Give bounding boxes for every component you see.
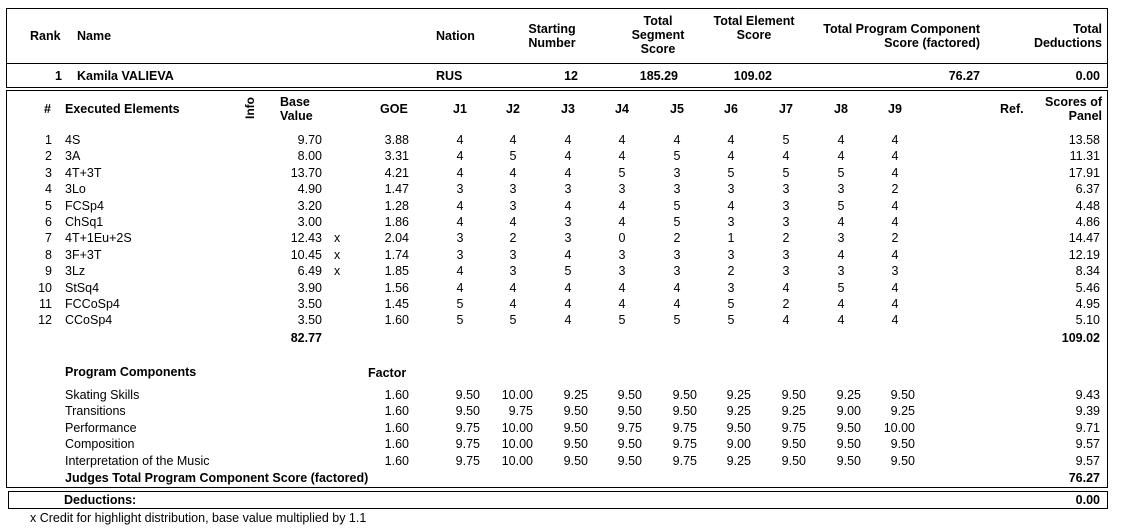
- col-tes-header: Total Element Score: [713, 14, 795, 42]
- component-factor: 1.60: [384, 437, 409, 451]
- element-number: 5: [45, 199, 52, 213]
- element-judge-score: 4: [891, 215, 899, 229]
- element-panel-score: 5.46: [1075, 281, 1100, 295]
- element-judge-score: 3: [837, 264, 845, 278]
- col-deductions-header: Total Deductions: [1033, 22, 1102, 50]
- judge-header-5: J5: [670, 102, 684, 116]
- element-judge-score: 4: [891, 199, 899, 213]
- element-goe: 1.45: [384, 297, 409, 311]
- element-judge-score: 3: [837, 182, 845, 196]
- component-judge-score: 9.75: [781, 421, 806, 435]
- element-judge-score: 5: [673, 199, 681, 213]
- component-judge-score: 9.00: [726, 437, 751, 451]
- component-panel-score: 9.57: [1075, 454, 1100, 468]
- col-starting-number-header: Starting Number: [528, 22, 576, 50]
- component-judge-score: 9.75: [672, 421, 697, 435]
- element-judge-score: 3: [509, 264, 517, 278]
- element-panel-score: 4.86: [1075, 215, 1100, 229]
- element-base-value: 13.70: [290, 166, 322, 180]
- component-judge-score: 9.50: [836, 437, 861, 451]
- element-base-value: 3.50: [297, 313, 322, 327]
- element-judge-score: 4: [837, 133, 845, 147]
- element-judge-score: 4: [782, 281, 790, 295]
- element-judge-score: 3: [673, 264, 681, 278]
- component-judge-score: 9.25: [836, 388, 861, 402]
- element-base-value: 9.70: [297, 133, 322, 147]
- element-judge-score: 3: [837, 231, 845, 245]
- element-judge-score: 5: [782, 166, 790, 180]
- col-name-header: Name: [77, 29, 112, 43]
- component-judge-score: 9.75: [617, 421, 642, 435]
- skater-deductions: 0.00: [1075, 69, 1100, 83]
- element-judge-score: 5: [618, 313, 626, 327]
- col-nation-header: Nation: [436, 29, 475, 43]
- element-code: CCoSp4: [65, 313, 113, 327]
- element-base-value: 12.43: [290, 231, 322, 245]
- element-judge-score: 3: [891, 264, 899, 278]
- element-goe: 1.60: [384, 313, 409, 327]
- element-number: 3: [45, 166, 52, 180]
- component-judge-score: 9.50: [672, 388, 697, 402]
- component-judge-score: 9.50: [672, 404, 697, 418]
- component-name: Performance: [65, 421, 137, 435]
- element-judge-score: 4: [618, 199, 626, 213]
- component-judge-score: 9.50: [563, 404, 588, 418]
- component-judge-score: 9.25: [726, 404, 751, 418]
- element-base-value: 3.50: [297, 297, 322, 311]
- element-judge-score: 2: [782, 297, 790, 311]
- element-judge-score: 3: [618, 248, 626, 262]
- col-rank-header: Rank: [30, 29, 61, 43]
- element-judge-score: 4: [456, 199, 464, 213]
- component-judge-score: 9.25: [726, 388, 751, 402]
- element-code: 3F+3T: [65, 248, 102, 262]
- element-judge-score: 4: [837, 149, 845, 163]
- judge-header-9: J9: [888, 102, 902, 116]
- element-judge-score: 3: [509, 248, 517, 262]
- element-judge-score: 2: [509, 231, 517, 245]
- element-number: 6: [45, 215, 52, 229]
- element-highlight-mark: x: [334, 264, 341, 278]
- skater-tss: 185.29: [639, 69, 678, 83]
- deductions-box: [8, 491, 1108, 509]
- component-judge-score: 9.75: [455, 437, 480, 451]
- element-judge-score: 3: [782, 248, 790, 262]
- element-panel-score: 12.19: [1068, 248, 1100, 262]
- element-judge-score: 4: [564, 133, 572, 147]
- element-judge-score: 4: [837, 297, 845, 311]
- element-judge-score: 4: [564, 149, 572, 163]
- component-judge-score: 9.50: [617, 454, 642, 468]
- component-judge-score: 9.25: [781, 404, 806, 418]
- skater-nation: RUS: [436, 69, 463, 83]
- element-judge-score: 0: [618, 231, 626, 245]
- element-judge-score: 4: [618, 133, 626, 147]
- element-panel-score: 4.95: [1075, 297, 1100, 311]
- element-judge-score: 4: [891, 313, 899, 327]
- component-judge-score: 9.50: [563, 437, 588, 451]
- component-judge-score: 9.50: [617, 437, 642, 451]
- program-components-title: Program Components: [65, 365, 197, 379]
- element-judge-score: 4: [673, 297, 681, 311]
- col-pcs-header: Total Program Component Score (factored): [823, 22, 980, 50]
- element-goe: 4.21: [384, 166, 409, 180]
- component-panel-score: 9.71: [1075, 421, 1100, 435]
- element-judge-score: 3: [564, 182, 572, 196]
- component-judge-score: 9.50: [455, 388, 480, 402]
- element-judge-score: 3: [456, 231, 464, 245]
- col-scores-of-panel-header: Scores of Panel: [1045, 95, 1102, 123]
- element-judge-score: 4: [456, 264, 464, 278]
- element-judge-score: 3: [509, 182, 517, 196]
- col-ref-header: Ref.: [1000, 102, 1024, 116]
- component-judge-score: 9.50: [836, 454, 861, 468]
- element-highlight-mark: x: [334, 231, 341, 245]
- element-base-value: 8.00: [297, 149, 322, 163]
- element-judge-score: 5: [673, 215, 681, 229]
- element-judge-score: 5: [673, 149, 681, 163]
- element-judge-score: 5: [727, 313, 735, 327]
- element-judge-score: 3: [782, 182, 790, 196]
- element-number: 2: [45, 149, 52, 163]
- element-code: 4S: [65, 133, 81, 147]
- component-judge-score: 9.50: [617, 404, 642, 418]
- component-panel-score: 9.39: [1075, 404, 1100, 418]
- element-judge-score: 4: [891, 248, 899, 262]
- element-judge-score: 4: [564, 281, 572, 295]
- element-judge-score: 3: [456, 248, 464, 262]
- col-info-header: Info: [243, 97, 257, 119]
- component-judge-score: 9.25: [890, 404, 915, 418]
- element-code: FCCoSp4: [65, 297, 120, 311]
- element-judge-score: 4: [509, 166, 517, 180]
- element-number: 10: [38, 281, 52, 295]
- element-judge-score: 4: [509, 215, 517, 229]
- element-judge-score: 4: [727, 133, 735, 147]
- component-judge-score: 10.00: [501, 454, 533, 468]
- component-judge-score: 9.50: [836, 421, 861, 435]
- component-judge-score: 9.00: [836, 404, 861, 418]
- element-judge-score: 4: [456, 133, 464, 147]
- element-goe: 1.56: [384, 281, 409, 295]
- element-judge-score: 5: [618, 166, 626, 180]
- factor-header: Factor: [368, 366, 407, 380]
- element-judge-score: 3: [564, 215, 572, 229]
- element-base-value: 10.45: [290, 248, 322, 262]
- element-judge-score: 5: [837, 199, 845, 213]
- component-judge-score: 9.50: [781, 454, 806, 468]
- element-panel-score: 13.58: [1068, 133, 1100, 147]
- base-value-total: 82.77: [290, 331, 322, 345]
- element-judge-score: 1: [727, 231, 735, 245]
- col-num-header: #: [44, 102, 51, 116]
- element-judge-score: 3: [727, 215, 735, 229]
- element-code: 4T+3T: [65, 166, 102, 180]
- element-goe: 1.47: [384, 182, 409, 196]
- component-judge-score: 9.50: [455, 404, 480, 418]
- element-judge-score: 4: [891, 166, 899, 180]
- element-judge-score: 4: [782, 149, 790, 163]
- component-judge-score: 10.00: [883, 421, 915, 435]
- element-panel-score: 11.31: [1069, 149, 1100, 163]
- component-judge-score: 9.50: [563, 421, 588, 435]
- element-code: ChSq1: [65, 215, 104, 229]
- judge-header-1: J1: [453, 102, 467, 116]
- element-judge-score: 3: [727, 281, 735, 295]
- element-judge-score: 4: [891, 149, 899, 163]
- component-judge-score: 9.50: [890, 454, 915, 468]
- element-judge-score: 2: [782, 231, 790, 245]
- element-judge-score: 2: [727, 264, 735, 278]
- element-judge-score: 5: [782, 133, 790, 147]
- element-judge-score: 5: [837, 166, 845, 180]
- element-panel-score: 14.47: [1068, 231, 1100, 245]
- element-code: FCSp4: [65, 199, 104, 213]
- element-judge-score: 3: [564, 231, 572, 245]
- element-base-value: 4.90: [297, 182, 322, 196]
- element-code: 3A: [65, 149, 81, 163]
- skater-tes: 109.02: [733, 69, 772, 83]
- element-code: StSq4: [65, 281, 100, 295]
- element-number: 7: [45, 231, 52, 245]
- element-judge-score: 4: [456, 215, 464, 229]
- judge-header-2: J2: [506, 102, 520, 116]
- component-judge-score: 10.00: [501, 437, 533, 451]
- element-judge-score: 3: [673, 182, 681, 196]
- element-number: 12: [38, 313, 52, 327]
- col-goe-header: GOE: [380, 102, 408, 116]
- element-judge-score: 4: [727, 199, 735, 213]
- skater-starting-number: 12: [564, 69, 578, 83]
- element-judge-score: 4: [509, 297, 517, 311]
- element-judge-score: 3: [782, 215, 790, 229]
- element-judge-score: 5: [727, 297, 735, 311]
- judge-header-8: J8: [834, 102, 848, 116]
- element-judge-score: 5: [564, 264, 572, 278]
- element-judge-score: 3: [782, 264, 790, 278]
- skater-rank: 1: [55, 69, 62, 83]
- element-judge-score: 2: [891, 231, 899, 245]
- element-judge-score: 4: [727, 149, 735, 163]
- element-judge-score: 5: [509, 313, 517, 327]
- deductions-value: 0.00: [1075, 493, 1100, 507]
- component-judge-score: 9.50: [563, 454, 588, 468]
- element-judge-score: 4: [618, 149, 626, 163]
- col-executed-elements-header: Executed Elements: [65, 102, 180, 116]
- element-judge-score: 4: [509, 281, 517, 295]
- element-judge-score: 3: [618, 182, 626, 196]
- element-highlight-mark: x: [334, 248, 341, 262]
- component-judge-score: 9.75: [455, 454, 480, 468]
- element-code: 3Lo: [65, 182, 86, 196]
- element-judge-score: 4: [456, 149, 464, 163]
- skater-name: Kamila VALIEVA: [77, 69, 174, 83]
- element-judge-score: 3: [727, 182, 735, 196]
- element-judge-score: 5: [456, 297, 464, 311]
- element-code: 4T+1Eu+2S: [65, 231, 132, 245]
- element-number: 9: [45, 264, 52, 278]
- element-goe: 1.74: [384, 248, 409, 262]
- element-judge-score: 4: [456, 281, 464, 295]
- element-panel-score: 5.10: [1075, 313, 1100, 327]
- component-judge-score: 9.75: [455, 421, 480, 435]
- element-panel-score: 6.37: [1075, 182, 1100, 196]
- component-name: Composition: [65, 437, 135, 451]
- component-judge-score: 9.50: [781, 437, 806, 451]
- element-judge-score: 4: [618, 297, 626, 311]
- element-judge-score: 4: [891, 297, 899, 311]
- judge-header-7: J7: [779, 102, 793, 116]
- component-name: Skating Skills: [65, 388, 140, 402]
- element-judge-score: 4: [564, 199, 572, 213]
- element-judge-score: 2: [891, 182, 899, 196]
- judge-header-3: J3: [561, 102, 575, 116]
- element-number: 8: [45, 248, 52, 262]
- element-judge-score: 4: [509, 133, 517, 147]
- component-judge-score: 9.25: [726, 454, 751, 468]
- element-judge-score: 4: [891, 281, 899, 295]
- element-judge-score: 4: [456, 166, 464, 180]
- element-judge-score: 4: [618, 281, 626, 295]
- component-judge-score: 9.75: [508, 404, 533, 418]
- element-judge-score: 4: [837, 248, 845, 262]
- component-judge-score: 9.50: [781, 388, 806, 402]
- element-judge-score: 4: [564, 248, 572, 262]
- element-judge-score: 4: [837, 313, 845, 327]
- component-judge-score: 9.25: [563, 388, 588, 402]
- judge-header-4: J4: [615, 102, 629, 116]
- component-judge-score: 9.50: [726, 421, 751, 435]
- element-panel-score: 8.34: [1075, 264, 1100, 278]
- element-judge-score: 3: [618, 264, 626, 278]
- element-base-value: 3.20: [297, 199, 322, 213]
- element-judge-score: 3: [509, 199, 517, 213]
- pcs-total-value: 76.27: [1068, 471, 1100, 485]
- col-base-value-header: Base Value: [280, 95, 313, 123]
- element-goe: 3.31: [384, 149, 409, 163]
- judge-header-6: J6: [724, 102, 738, 116]
- element-goe: 1.85: [384, 264, 409, 278]
- element-judge-score: 4: [673, 133, 681, 147]
- col-tss-header: Total Segment Score: [631, 14, 685, 56]
- element-judge-score: 5: [509, 149, 517, 163]
- panel-score-total: 109.02: [1061, 331, 1100, 345]
- element-panel-score: 4.48: [1075, 199, 1100, 213]
- element-judge-score: 4: [564, 297, 572, 311]
- element-judge-score: 5: [837, 281, 845, 295]
- element-number: 1: [45, 133, 52, 147]
- component-name: Transitions: [65, 404, 126, 418]
- component-judge-score: 9.50: [617, 388, 642, 402]
- element-judge-score: 4: [837, 215, 845, 229]
- component-judge-score: 9.75: [672, 454, 697, 468]
- component-judge-score: 9.50: [890, 388, 915, 402]
- component-name: Interpretation of the Music: [65, 454, 210, 468]
- element-judge-score: 4: [673, 281, 681, 295]
- element-goe: 3.88: [384, 133, 409, 147]
- footnote: x Credit for highlight distribution, base value multiplied by 1.1: [30, 511, 367, 525]
- component-judge-score: 9.75: [672, 437, 697, 451]
- element-judge-score: 4: [564, 166, 572, 180]
- skater-pcs: 76.27: [948, 69, 980, 83]
- component-factor: 1.60: [384, 404, 409, 418]
- element-judge-score: 3: [673, 166, 681, 180]
- element-judge-score: 3: [456, 182, 464, 196]
- component-judge-score: 10.00: [501, 388, 533, 402]
- component-panel-score: 9.43: [1075, 388, 1100, 402]
- element-base-value: 3.90: [297, 281, 322, 295]
- element-judge-score: 4: [891, 133, 899, 147]
- element-judge-score: 2: [673, 231, 681, 245]
- element-judge-score: 4: [618, 215, 626, 229]
- element-goe: 1.86: [384, 215, 409, 229]
- element-base-value: 6.49: [297, 264, 322, 278]
- element-base-value: 3.00: [297, 215, 322, 229]
- component-panel-score: 9.57: [1075, 437, 1100, 451]
- component-judge-score: 9.50: [890, 437, 915, 451]
- component-judge-score: 10.00: [501, 421, 533, 435]
- element-goe: 1.28: [384, 199, 409, 213]
- element-number: 11: [39, 297, 52, 311]
- element-judge-score: 3: [727, 248, 735, 262]
- summary-divider: [6, 63, 1108, 64]
- component-factor: 1.60: [384, 454, 409, 468]
- element-judge-score: 5: [456, 313, 464, 327]
- element-judge-score: 4: [564, 313, 572, 327]
- element-goe: 2.04: [384, 231, 409, 245]
- element-code: 3Lz: [65, 264, 86, 278]
- element-judge-score: 3: [673, 248, 681, 262]
- element-judge-score: 4: [782, 313, 790, 327]
- deductions-label: Deductions:: [64, 493, 137, 507]
- component-factor: 1.60: [384, 388, 409, 402]
- element-judge-score: 3: [782, 199, 790, 213]
- element-number: 4: [45, 182, 52, 196]
- element-panel-score: 17.91: [1068, 166, 1100, 180]
- component-factor: 1.60: [384, 421, 409, 435]
- pcs-total-label: Judges Total Program Component Score (factored): [65, 471, 369, 485]
- element-judge-score: 5: [673, 313, 681, 327]
- element-judge-score: 5: [727, 166, 735, 180]
